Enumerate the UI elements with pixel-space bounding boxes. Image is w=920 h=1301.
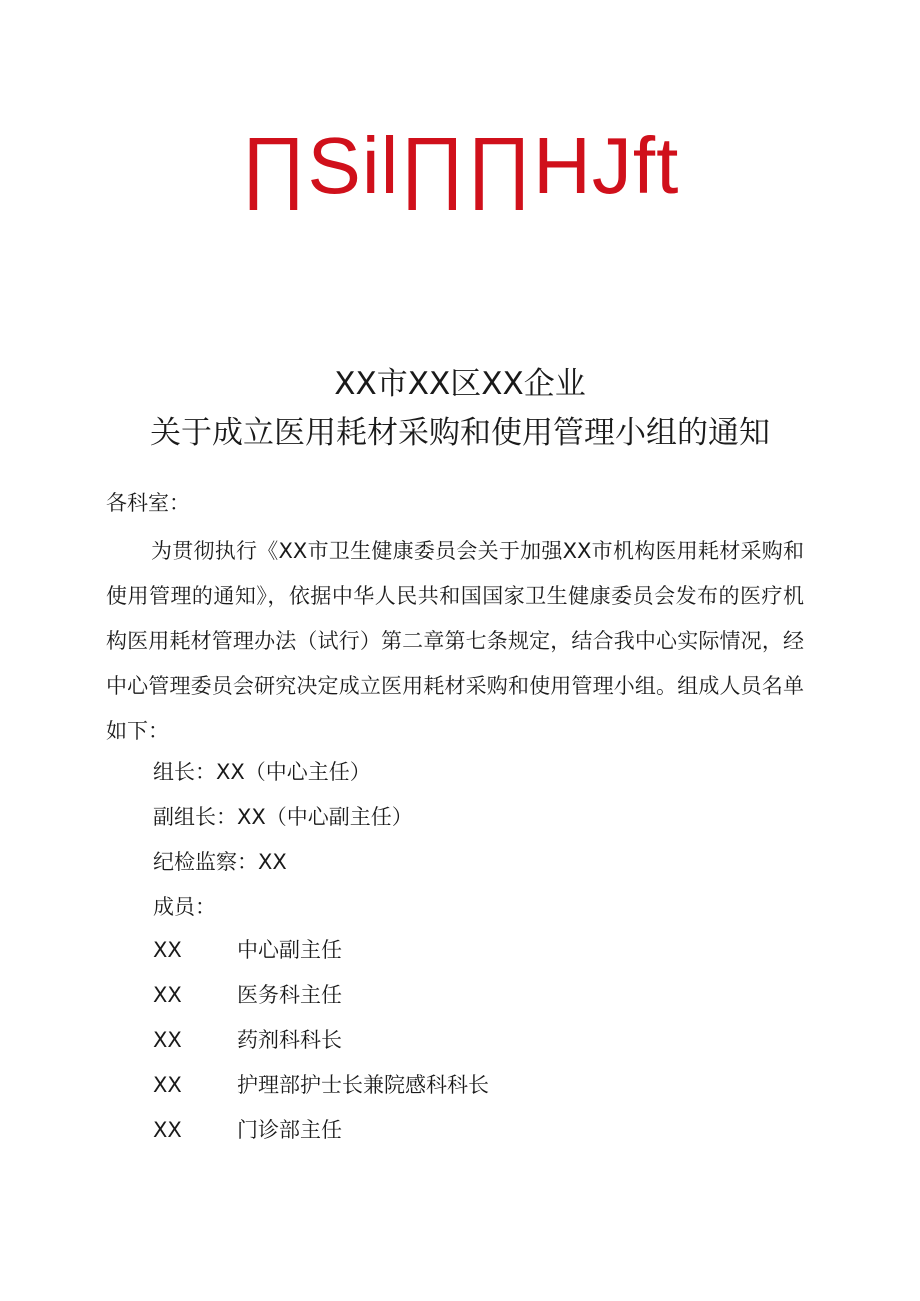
- list-item: [153, 1063, 489, 1108]
- document-title-line-2: 关于成立医用耗材采购和使用管理小组的通知: [150, 415, 770, 451]
- list-item: [153, 928, 489, 973]
- leader-line: 组长：XX（中心主任）: [153, 760, 371, 784]
- member-title: 护理部护士长兼院感科科长: [237, 1073, 489, 1097]
- list-item: [153, 1108, 489, 1153]
- document-header-banner: ∏Sil∏∏HJft: [240, 121, 680, 210]
- deputy-leader-line: 副组长：XX（中心副主任）: [153, 805, 413, 829]
- discipline-supervisor-line: 纪检监察：XX: [153, 850, 287, 874]
- list-item: [153, 973, 489, 1018]
- member-name: XX: [153, 1118, 182, 1142]
- roles-list: [153, 750, 413, 930]
- members-list: [153, 928, 489, 1153]
- member-title: 中心副主任: [237, 938, 342, 962]
- member-title: 药剂科科长: [237, 1028, 342, 1052]
- member-title: 门诊部主任: [237, 1118, 342, 1142]
- member-title: 医务科主任: [237, 983, 342, 1007]
- members-label: 成员：: [153, 895, 216, 919]
- member-name: XX: [153, 938, 182, 962]
- member-name: XX: [153, 1073, 182, 1097]
- member-name: XX: [153, 1028, 182, 1052]
- document-title-line-1: XX市XX区XX企业: [334, 366, 586, 402]
- member-name: XX: [153, 983, 182, 1007]
- salutation: 各科室：: [106, 491, 190, 515]
- list-item: [153, 1018, 489, 1063]
- body-paragraph: 为贯彻执行《XX市卫生健康委员会关于加强XX市机构医用耗材采购和使用管理的通知》，依据中华人民共和国国家卫生健康委员会发布的医疗机构医用耗材管理办法（试行）第二章第七条规定，结合我中心实际情况，经中心管理委员会研究决定成立医用耗材采购和使用管理小组。组成人员名单如下：: [106, 539, 804, 743]
